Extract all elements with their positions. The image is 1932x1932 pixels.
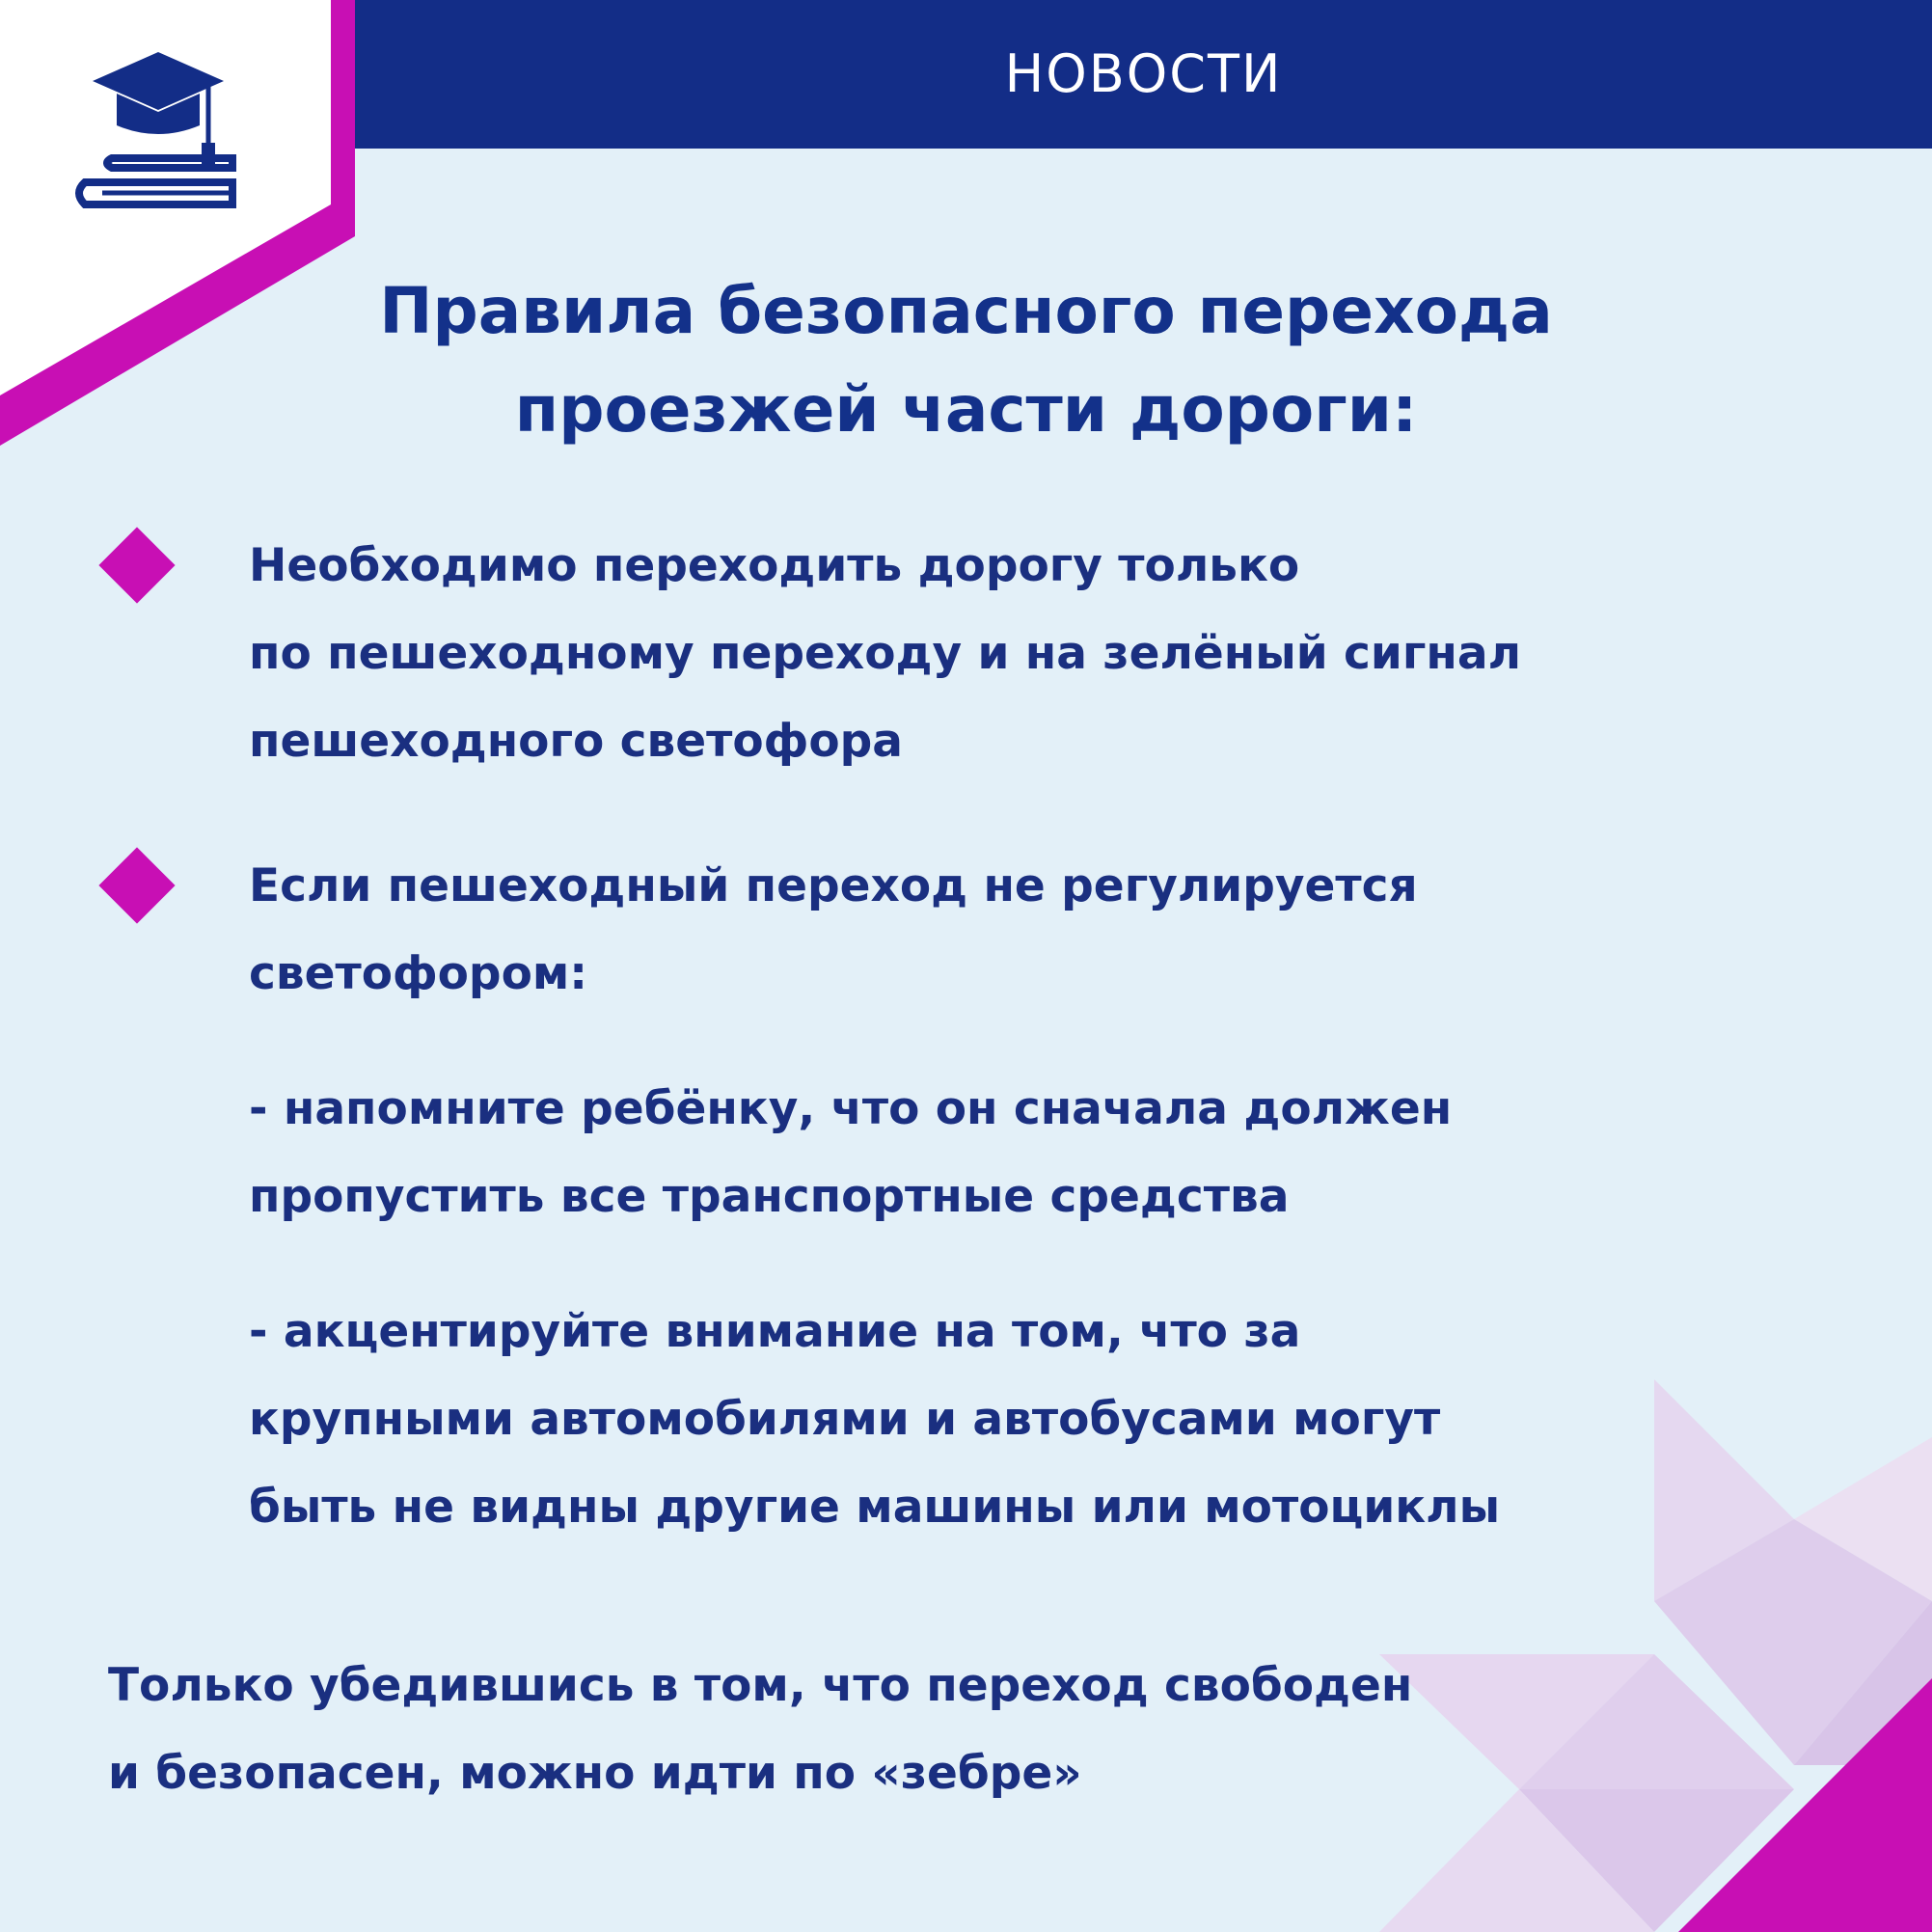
page-title [0, 262, 1932, 459]
list-item-line: Необходимо переходить дорогу только [249, 539, 1300, 592]
sub-list-item [249, 1288, 1500, 1551]
title-line-2: проезжей части дороги: [514, 372, 1418, 447]
list-item-line: Если пешеходный переход не регулируется [249, 859, 1418, 912]
list-item [249, 522, 1521, 785]
footer-line: Только убедившись в том, что переход свободен [108, 1659, 1413, 1712]
list-item-line: пешеходного светофора [249, 715, 903, 768]
title-line-1: Правила безопасного перехода [379, 274, 1553, 348]
footer-note [108, 1642, 1412, 1817]
sub-list-item-line: быть не видны другие машины или мотоциклы [249, 1481, 1501, 1534]
sub-list-item-line: пропустить все транспортные средства [249, 1170, 1290, 1223]
footer-line: и безопасен, можно идти по «зебре» [108, 1747, 1082, 1800]
sub-list-item-line: - акцентируйте внимание на том, что за [249, 1305, 1301, 1358]
sub-list-item-line: - напомните ребёнку, что он сначала должен [249, 1082, 1453, 1135]
graduation-cap-books-icon [73, 50, 237, 212]
list-item-line: светофором: [249, 947, 588, 1000]
list-item-line: по пешеходному переходу и на зелёный сигнал [249, 627, 1522, 680]
header-news-label: НОВОСТИ [1004, 43, 1283, 104]
sub-list-item-line: крупными автомобилями и автобусами могут [249, 1393, 1441, 1446]
sub-list-item [249, 1065, 1452, 1240]
list-item [249, 842, 1418, 1018]
